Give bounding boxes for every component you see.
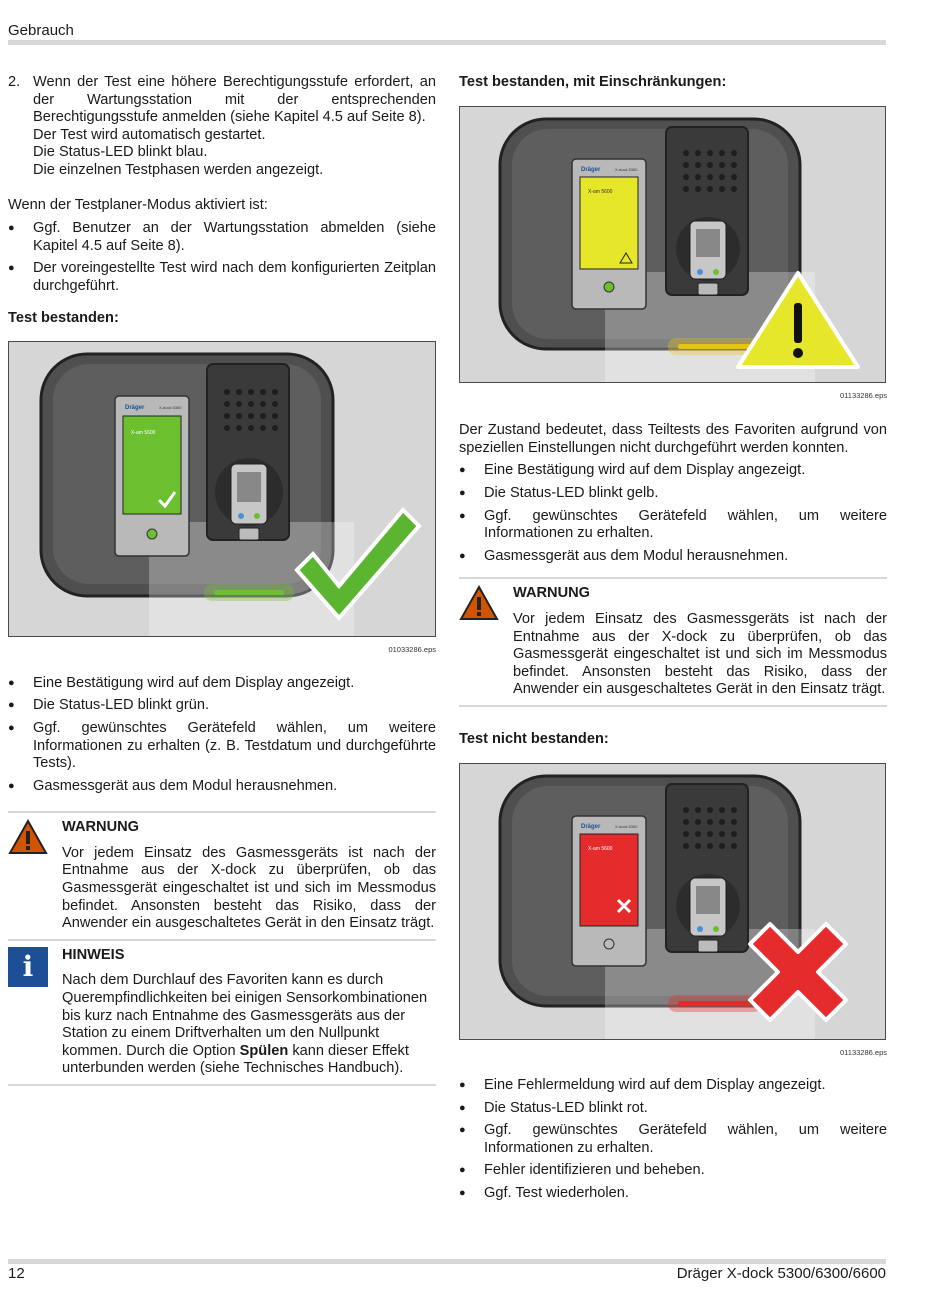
dock-illustration	[460, 107, 885, 382]
warning-text: Vor jedem Einsatz des Gasmessgeräts ist nach der Entnahme aus der X-dock zu überprüfen, ob das Gasmessgerät eingeschaltet ist und sich im Messmodus befindet. Ansonsten besteht das Risiko, dass der Anwender ein ausgeschaltetes Gerät in den Einsatz trägt.	[62, 844, 436, 932]
hint-title: HINWEIS	[62, 946, 125, 963]
option-name: Spülen	[239, 1042, 289, 1059]
restricted-description: Der Zustand bedeutet, dass Teiltests des Favoriten aufgrund von speziellen Einstellungen nicht durchgeführt werden konnten.	[459, 422, 887, 456]
hint-text: Nach dem Durchlauf des Favoriten kann es durch Querempfindlichkeiten bei einigen Sensorkombinationen bis kurz nach Entnahme des Gasmessgeräts aus der Station zu einem Driftverhalten um den Nullpunkt kommen. Durch die Option Spülen kann dieser Effekt unterbunden werden (siehe Technisches Handbuch).	[62, 972, 428, 1077]
screen-label: X-am 5600	[131, 430, 156, 437]
model-label: X-dock 5300	[615, 823, 638, 829]
info-icon: i	[8, 947, 48, 987]
warning-text: Vor jedem Einsatz des Gasmessgeräts ist nach der Entnahme aus der X-dock zu überprüfen, ob das Gasmessgerät eingeschaltet ist und sich im Messmodus befindet. Ansonsten besteht das Risiko, dass der Anwender ein ausgeschaltetes Gerät in den Einsatz trägt.	[513, 610, 887, 698]
figure-test-restricted	[459, 106, 886, 383]
list-item: ● Eine Fehlermeldung wird auf dem Display angezeigt.	[459, 1077, 887, 1095]
list-item: ● Eine Bestätigung wird auf dem Display angezeigt.	[459, 462, 887, 480]
warning-title: WARNUNG	[62, 819, 140, 836]
screen-label: X-am 5600	[588, 845, 613, 852]
brand-label: Dräger	[125, 405, 145, 412]
list-item: ● Ggf. Test wiederholen.	[459, 1185, 887, 1203]
planner-list	[8, 220, 436, 295]
brand-label: Dräger	[581, 823, 601, 830]
list-item: ● Ggf. gewünschtes Gerätefeld wählen, um weitere Informationen zu erhalten.	[459, 1122, 887, 1157]
list-item: ● Die Status-LED blinkt gelb.	[459, 485, 887, 503]
list-item: ● Die Status-LED blinkt grün.	[8, 697, 436, 715]
warning-icon	[8, 819, 48, 855]
dock-illustration	[9, 342, 435, 636]
right-column	[459, 74, 887, 1208]
figure-test-failed	[459, 763, 886, 1040]
list-item: ● Fehler identifizieren und beheben.	[459, 1162, 887, 1180]
restricted-heading: Test bestanden, mit Einschränkungen:	[459, 74, 727, 90]
failed-list	[459, 1077, 887, 1203]
list-item: ● Gasmessgerät aus dem Modul herausnehmen.	[8, 778, 436, 796]
page-header-section: Gebrauch	[8, 22, 74, 39]
hint-box	[8, 939, 436, 1086]
warning-title: WARNUNG	[513, 585, 591, 602]
warning-icon	[459, 585, 499, 621]
brand-label: Dräger	[581, 166, 601, 173]
list-item: ● Ggf. gewünschtes Gerätefeld wählen, um weitere Informationen zu erhalten.	[459, 508, 887, 543]
restricted-list	[459, 462, 887, 565]
figure-caption: 01133286.eps	[840, 390, 887, 400]
list-item: ● Eine Bestätigung wird auf dem Display angezeigt.	[8, 675, 436, 693]
screen-label: X-am 5600	[588, 188, 613, 195]
left-column	[8, 74, 436, 1086]
header-rule	[8, 40, 886, 45]
model-label: X-dock 5300	[615, 166, 638, 172]
dock-illustration	[460, 764, 885, 1039]
passed-heading: Test bestanden:	[8, 309, 119, 326]
footer-product: Dräger X-dock 5300/6300/6600	[676, 1265, 886, 1282]
step-line: Wenn der Test eine höhere Berechtigungsstufe erfordert, an der Wartungsstation mit der entsprechenden Berechtigungsstufe anmelden (siehe Kapitel 4.5 auf Seite 8).	[33, 74, 436, 126]
planner-intro: Wenn der Testplaner-Modus aktiviert ist:	[8, 196, 268, 213]
figure-caption: 01033286.eps	[388, 645, 436, 655]
list-item: ● Ggf. Benutzer an der Wartungsstation abmelden (siehe Kapitel 4.5 auf Seite 8).	[8, 220, 436, 255]
step-number: 2.	[8, 74, 21, 90]
passed-list	[8, 675, 436, 796]
warning-box	[459, 577, 887, 707]
step-line: Die einzelnen Testphasen werden angezeigt.	[33, 161, 324, 178]
figure-caption: 01133286.eps	[840, 1047, 887, 1057]
list-item: ● Der voreingestellte Test wird nach dem konfigurierten Zeitplan durchgeführt.	[8, 260, 436, 295]
warning-box	[8, 811, 436, 939]
step-line: Der Test wird automatisch gestartet.	[33, 126, 266, 143]
list-item: ● Gasmessgerät aus dem Modul herausnehmen.	[459, 548, 887, 566]
list-item: ● Ggf. gewünschtes Gerätefeld wählen, um weitere Informationen zu erhalten (z. B. Testdatum und durchgeführte Tests).	[8, 720, 436, 773]
model-label: X-dock 5300	[159, 405, 182, 411]
page-number: 12	[8, 1265, 25, 1282]
footer-rule	[8, 1259, 886, 1264]
failed-heading: Test nicht bestanden:	[459, 730, 609, 747]
figure-test-passed	[8, 341, 436, 637]
list-item: ● Die Status-LED blinkt rot.	[459, 1100, 887, 1118]
step-line: Die Status-LED blinkt blau.	[33, 144, 208, 161]
step-2	[8, 74, 436, 180]
